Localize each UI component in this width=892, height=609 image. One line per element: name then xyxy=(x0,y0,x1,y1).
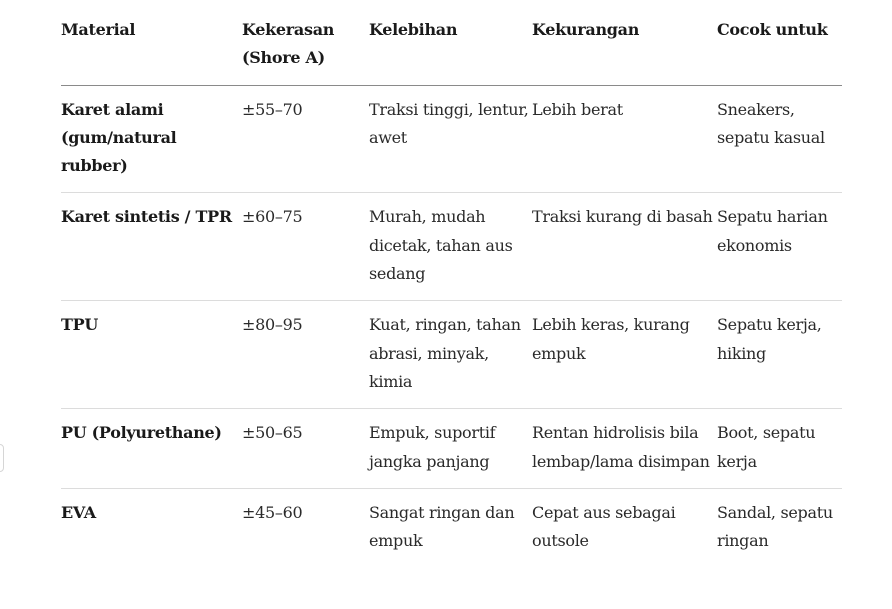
cell-suitable-for: Sepatu kerja, hiking xyxy=(717,301,842,409)
header-advantages: Kelebihan xyxy=(369,14,532,85)
cell-advantages: Kuat, ringan, tahan abrasi, minyak, kimia xyxy=(369,301,532,409)
cell-hardness: ±80–95 xyxy=(242,301,369,409)
cell-disadvantages: Lebih berat xyxy=(532,85,717,193)
header-row xyxy=(61,14,842,85)
cell-advantages: Murah, mudah dicetak, tahan aus sedang xyxy=(369,193,532,301)
table-row xyxy=(61,85,842,193)
cell-suitable-for: Sepatu harian ekonomis xyxy=(717,193,842,301)
cell-material: EVA xyxy=(61,502,96,522)
cell-hardness: ±45–60 xyxy=(242,502,303,522)
cell-material: PU (Polyurethane) xyxy=(61,409,242,489)
cell-material: TPU xyxy=(61,301,242,409)
cell-suitable-for: Sneakers, sepatu kasual xyxy=(717,85,842,193)
cell-disadvantages: Cepat aus sebagai outsole xyxy=(532,502,676,551)
table-header xyxy=(61,14,842,85)
table-row xyxy=(61,488,842,567)
cell-disadvantages: Traksi kurang di basah xyxy=(532,193,717,301)
materials-table xyxy=(61,14,842,567)
cell-advantages: Traksi tinggi, lentur, awet xyxy=(369,85,532,193)
cell-advantages: Empuk, suportif jangka panjang xyxy=(369,409,532,489)
header-material: Material xyxy=(61,14,242,85)
header-suitable-for: Cocok untuk xyxy=(717,14,842,85)
cell-advantages: Sangat ringan dan empuk xyxy=(369,502,515,551)
table-row xyxy=(61,193,842,301)
cell-suitable-for: Boot, sepatu kerja xyxy=(717,409,842,489)
table-row xyxy=(61,301,842,409)
header-hardness: Kekerasan (Shore A) xyxy=(242,14,369,85)
cell-suitable-for: Sandal, sepatu ringan xyxy=(717,502,833,551)
cell-disadvantages: Rentan hidrolisis bila lembap/lama disimpan xyxy=(532,409,717,489)
cell-material: Karet sintetis / TPR xyxy=(61,193,242,301)
cell-hardness: ±60–75 xyxy=(242,193,369,301)
table-body xyxy=(61,85,842,567)
table-row xyxy=(61,409,842,489)
cell-hardness: ±50–65 xyxy=(242,409,369,489)
side-panel-handle[interactable] xyxy=(0,444,4,472)
cell-disadvantages: Lebih keras, kurang empuk xyxy=(532,301,717,409)
cell-hardness: ±55–70 xyxy=(242,85,369,193)
cell-material: Karet alami (gum/natural rubber) xyxy=(61,85,242,193)
header-disadvantages: Kekurangan xyxy=(532,14,717,85)
